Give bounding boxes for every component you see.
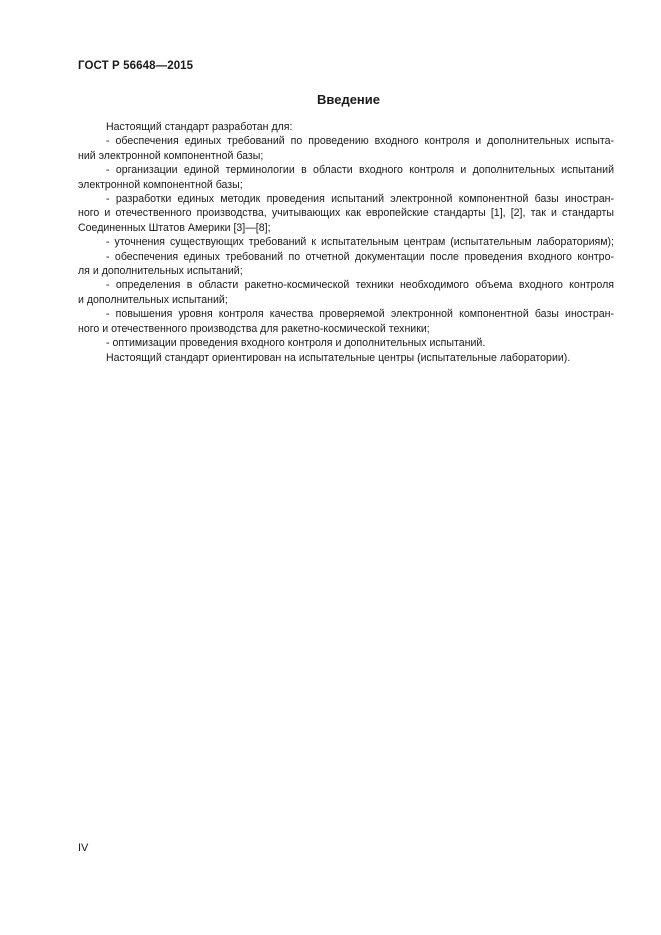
body-text bbox=[78, 120, 614, 365]
text-line: - обеспечения единых требований по проведению входного контроля и дополнительных испыта- bbox=[106, 135, 614, 148]
text-line: электронной компонентной базы; bbox=[78, 178, 243, 191]
text-line: ний электронной компонентной базы; bbox=[78, 149, 264, 162]
text-line: - повышения уровня контроля качества проверяемой электронной компонентной базы иностран- bbox=[106, 308, 614, 321]
page-number: IV bbox=[78, 842, 89, 854]
text-line: - обеспечения единых требований по отчетной документации после проведения входного контро- bbox=[106, 250, 614, 263]
text-line: ного и отечественного производства для ракетно-космической техники; bbox=[78, 322, 430, 335]
text-line: - оптимизации проведения входного контроля и дополнительных испытаний. bbox=[106, 337, 486, 350]
text-line: Настоящий стандарт ориентирован на испытательные центры (испытательные лаборатории). bbox=[106, 351, 571, 364]
text-line: Настоящий стандарт разработан для: bbox=[106, 121, 293, 133]
document-code: ГОСТ Р 56648—2015 bbox=[78, 60, 194, 72]
section-title: Введение bbox=[317, 92, 380, 107]
text-line: - уточнения существующих требований к испытательным центрам (испытательным лабораториям); bbox=[106, 236, 614, 249]
text-line: Соединенных Штатов Америки [3]—[8]; bbox=[78, 221, 271, 234]
text-line: ного и отечественного производства, учитывающих как европейские стандарты [1], [2], так и стандарты bbox=[78, 207, 614, 220]
text-line: и дополнительных испытаний; bbox=[78, 293, 228, 306]
text-line: - определения в области ракетно-космической техники необходимого объема входного контроля bbox=[106, 279, 614, 292]
text-line: - организации единой терминологии в области входного контроля и дополнительных испытаний bbox=[106, 164, 614, 177]
text-line: - разработки единых методик проведения испытаний электронной компонентной базы иностран- bbox=[106, 193, 614, 206]
text-line: ля и дополнительных испытаний; bbox=[78, 265, 243, 278]
